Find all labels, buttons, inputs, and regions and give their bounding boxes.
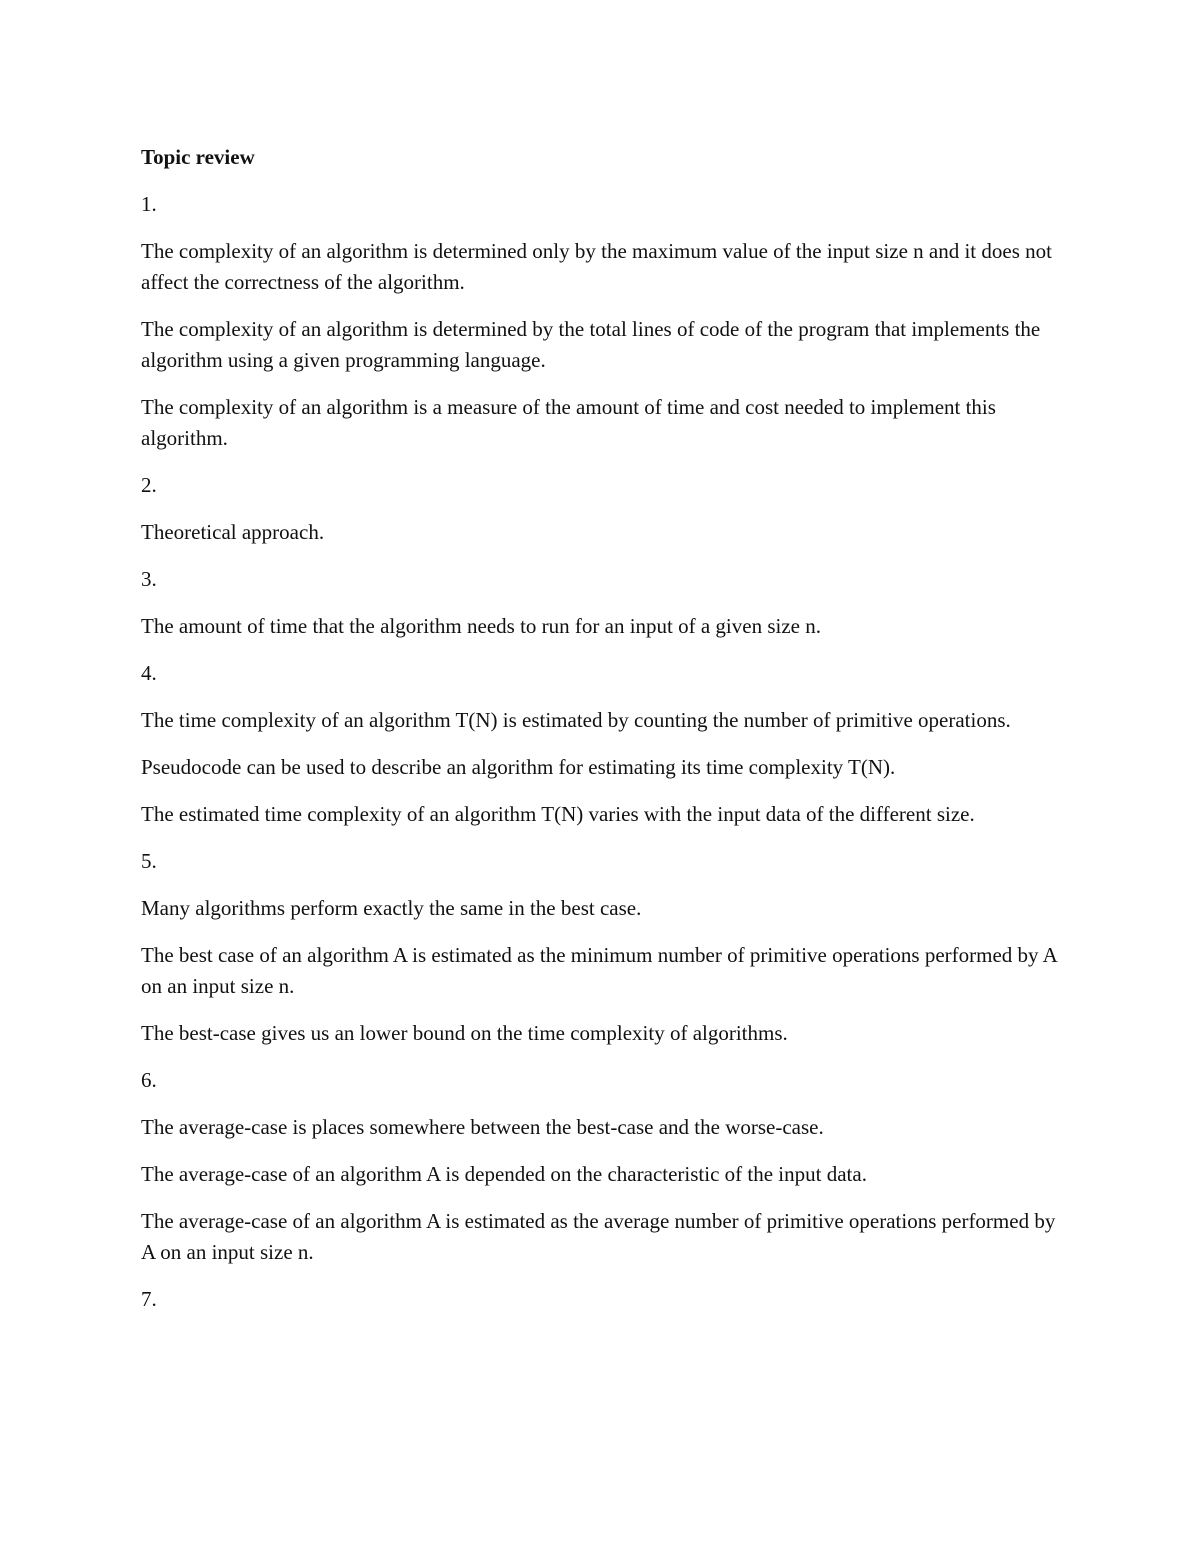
section-3 [141,564,1071,642]
paragraph: Many algorithms perform exactly the same in the best case. [141,896,642,920]
paragraph: The estimated time complexity of an algorithm T(N) varies with the input data of the different size. [141,802,975,826]
paragraph: The complexity of an algorithm is determined only by the maximum value of the input size n and it does not affect the correctness of the algorithm. [141,239,1052,294]
paragraph: The best case of an algorithm A is estimated as the minimum number of primitive operations performed by A on an input size n. [141,943,1057,998]
paragraph: The amount of time that the algorithm needs to run for an input of a given size n. [141,614,821,638]
paragraph: The time complexity of an algorithm T(N) is estimated by counting the number of primitive operations. [141,708,1011,732]
section-2 [141,470,1071,548]
section-number: 5. [141,849,157,873]
paragraph: Theoretical approach. [141,520,325,544]
section-number: 6. [141,1068,157,1092]
paragraph: The average-case of an algorithm A is depended on the characteristic of the input data. [141,1162,867,1186]
section-4 [141,658,1071,830]
paragraph: The average-case is places somewhere between the best-case and the worse-case. [141,1115,824,1139]
document-body [141,142,1071,1331]
paragraph: The average-case of an algorithm A is estimated as the average number of primitive operations performed by A on an input size n. [141,1209,1056,1264]
section-number: 7. [141,1287,157,1311]
paragraph: The complexity of an algorithm is a measure of the amount of time and cost needed to implement this algorithm. [141,395,996,450]
section-7 [141,1284,1071,1315]
section-number: 2. [141,473,157,497]
paragraph: The best-case gives us an lower bound on the time complexity of algorithms. [141,1021,788,1045]
section-6 [141,1065,1071,1268]
section-number: 3. [141,567,157,591]
section-number: 1. [141,192,157,216]
section-number: 4. [141,661,157,685]
paragraph: The complexity of an algorithm is determined by the total lines of code of the program that implements the algorithm using a given programming language. [141,317,1041,372]
document-title: Topic review [141,145,255,169]
section-1 [141,189,1071,454]
section-5 [141,846,1071,1049]
paragraph: Pseudocode can be used to describe an algorithm for estimating its time complexity T(N). [141,755,896,779]
